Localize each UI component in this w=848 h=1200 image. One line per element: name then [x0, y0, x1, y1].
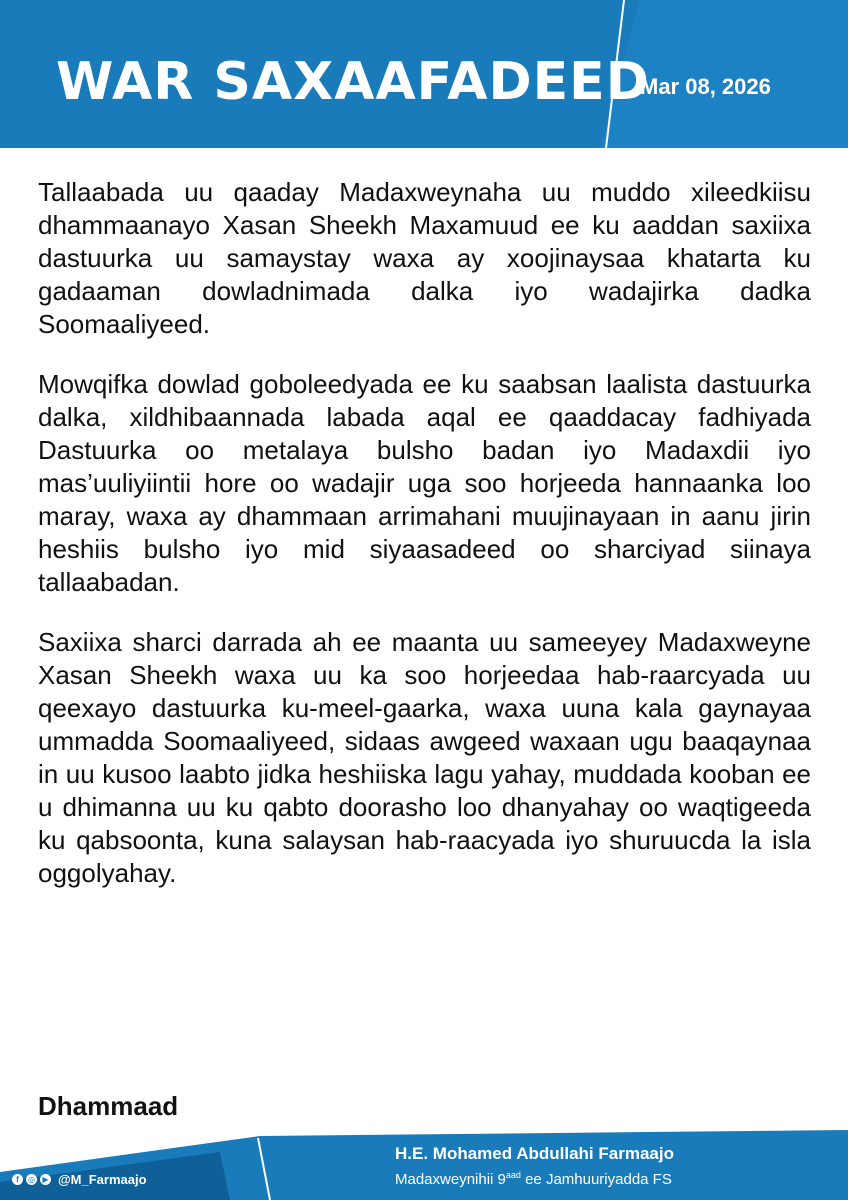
footer-banner	[0, 1130, 848, 1200]
instagram-icon[interactable]: ◎	[26, 1174, 37, 1185]
paragraph-2: Mowqifka dowlad goboleedyada ee ku saabsan laalista dastuurka dalka, xildhibaannada labada aqal ee qaaddacay fadhiyada Dastuurka oo metalaya bulsho badan iyo Madaxdii iyo mas’uuliyiintii hore oo wadajir uga soo horjeeda hannaanka loo maray, waxa ay dhammaan arrimahani muujinayaan in aanu jirin heshiis bulsho iyo mid siyaasadeed oo sharciyad siinaya tallaabadan.	[38, 369, 811, 597]
paragraph-3: Saxiixa sharci darrada ah ee maanta uu sameeyey Madaxweyne Xasan Sheekh waxa uu ka soo horjeedaa hab-raarcyada uu qeexayo dastuurka ku-meel-gaarka, waxa uuna kala gaynayaa ummadda Soomaaliyeed, sidaas awgeed waxaan ugu baaqaynaa in uu kusoo laabto jidka heshiiska lagu yahay, muddada kooban ee u dhimanna uu ku qabto doorasho loo dhanyahay oo waqtigeeda ku qabsoonta, kuna salaysan hab-raacyada iyo shuruucda la isla oggolyahay.	[38, 627, 811, 888]
release-date: Mar 08, 2026	[640, 74, 771, 99]
press-release-body	[38, 176, 811, 917]
closing-word: Dhammaad	[38, 1091, 179, 1121]
youtube-icon[interactable]: ▶	[40, 1174, 51, 1185]
header-banner	[0, 0, 848, 148]
signature-role-prefix: Madaxweynihii 9	[395, 1171, 506, 1188]
facebook-icon[interactable]: f	[12, 1174, 23, 1185]
social-handle[interactable]: @M_Farmaajo	[58, 1172, 147, 1187]
paragraph-1: Tallaabada uu qaaday Madaxweynaha uu muddo xileedkiisu dhammaanayo Xasan Sheekh Maxamuud ee ku aaddan saxiixa dastuurka uu samaystay waxa ay xoojinaysaa khatarta ku gadaaman dowladnimada dalka iyo wadajirka dadka Soomaaliyeed.	[38, 177, 811, 339]
social-links	[12, 1172, 147, 1187]
signature-role-suffix: ee Jamhuuriyadda FS	[520, 1171, 672, 1188]
page-title: WAR SAXAAFADEED	[56, 52, 650, 112]
signature-role	[395, 1170, 672, 1188]
signature-name: H.E. Mohamed Abdullahi Farmaajo	[395, 1144, 674, 1163]
signature-role-ordinal: aad	[505, 1170, 521, 1180]
